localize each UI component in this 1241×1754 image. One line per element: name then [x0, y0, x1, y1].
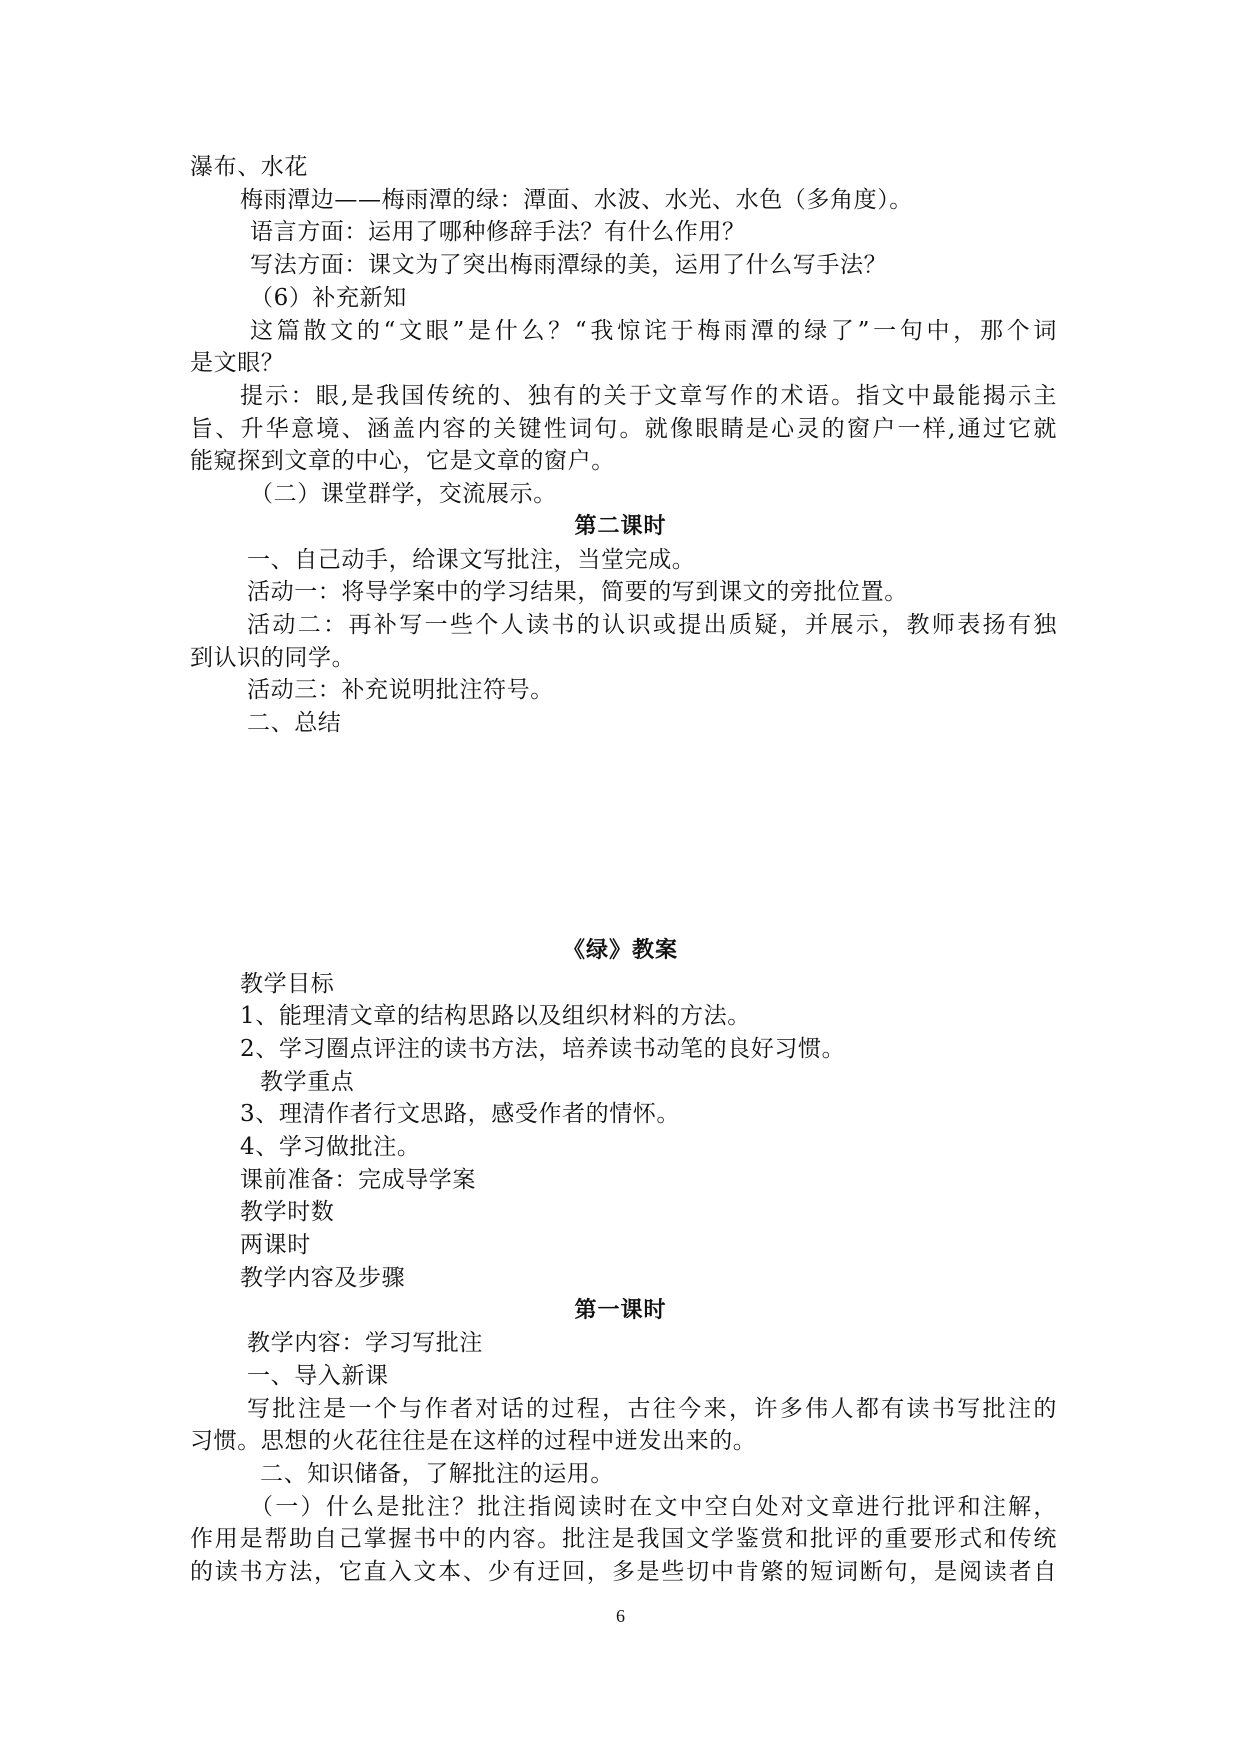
text-line: 作用是帮助自己掌握书中的内容。批注是我国文学鉴赏和批评的重要形式和传统 — [190, 1526, 1057, 1552]
text-line: 教学时数 — [240, 1199, 335, 1225]
text-line: 两课时 — [240, 1232, 311, 1258]
text-line: 旨、升华意境、涵盖内容的关键性词句。就像眼睛是心灵的窗户一样,通过它就 — [190, 416, 1057, 442]
text-line: 能窥探到文章的中心，它是文章的窗户。 — [190, 448, 615, 474]
text-line: 教学目标 — [240, 971, 335, 997]
text-line: 是文眼？ — [190, 350, 285, 376]
text-line: 一、导入新课 — [247, 1363, 389, 1389]
text-line: （一）什么是批注？批注指阅读时在文中空白处对文章进行批评和注解， — [250, 1494, 1057, 1520]
text-line: 活动一：将导学案中的学习结果，简要的写到课文的旁批位置。 — [247, 579, 908, 605]
text-line: （6）补充新知 — [250, 285, 407, 311]
text-line: 的读书方法，它直入文本、少有迂回，多是些切中肯綮的短词断句，是阅读者自 — [190, 1559, 1057, 1585]
text-line: 这篇散文的“文眼”是什么？“我惊诧于梅雨潭的绿了”一句中，那个词 — [250, 318, 1057, 344]
text-line: 活动二：再补写一些个人读书的认识或提出质疑，并展示，教师表扬有独 — [247, 612, 1057, 638]
lesson-1-heading: 第一课时 — [574, 1298, 667, 1323]
text-line: 1、能理清文章的结构思路以及组织材料的方法。 — [240, 1003, 751, 1029]
text-line: 教学内容及步骤 — [240, 1265, 406, 1291]
text-line: 习惯。思想的火花往往是在这样的过程中迸发出来的。 — [190, 1428, 757, 1454]
text-line: 语言方面：运用了哪种修辞手法？有什么作用？ — [250, 219, 746, 245]
text-line: （二）课堂群学，交流展示。 — [250, 481, 557, 507]
text-line: 活动三：补充说明批注符号。 — [247, 677, 554, 703]
text-line: 3、理清作者行文思路，感受作者的情怀。 — [240, 1101, 681, 1127]
text-line: 二、知识储备，了解批注的运用。 — [260, 1461, 614, 1487]
text-line: 一、自己动手，给课文写批注，当堂完成。 — [247, 547, 696, 573]
text-line: 写法方面：课文为了突出梅雨潭绿的美，运用了什么写手法？ — [250, 252, 888, 278]
lesson-2-heading: 第二课时 — [574, 514, 667, 539]
text-line: 4、学习做批注。 — [240, 1134, 421, 1160]
text-line: 2、学习圈点评注的读书方法，培养读书动笔的良好习惯。 — [240, 1036, 846, 1062]
plan-title: 《绿》教案 — [562, 938, 678, 963]
text-line: 教学内容：学习写批注 — [247, 1330, 483, 1356]
text-line: 瀑布、水花 — [190, 154, 308, 180]
text-line: 到认识的同学。 — [190, 645, 356, 671]
text-line: 二、总结 — [247, 710, 342, 736]
text-line: 提示：眼,是我国传统的、独有的关于文章写作的术语。指文中最能揭示主 — [240, 383, 1057, 409]
text-line: 教学重点 — [260, 1069, 355, 1095]
page-number: 6 — [616, 1606, 625, 1626]
text-line: 课前准备：完成导学案 — [240, 1167, 476, 1193]
text-line: 写批注是一个与作者对话的过程，古往今来，许多伟人都有读书写批注的 — [247, 1396, 1057, 1422]
text-line: 梅雨潭边——梅雨潭的绿：潭面、水波、水光、水色（多角度）。 — [240, 187, 913, 213]
